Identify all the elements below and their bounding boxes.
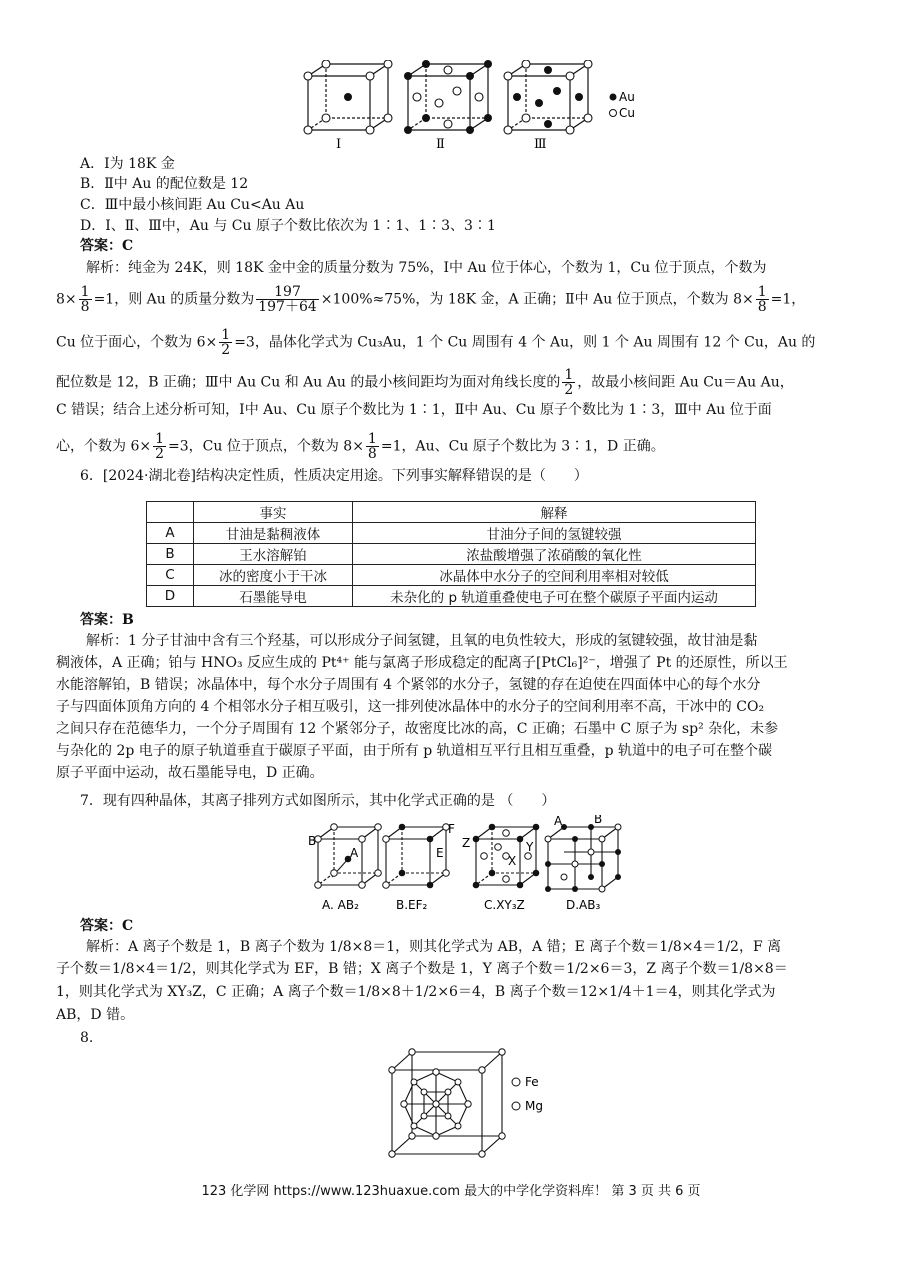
ionic-crystals-figure [300, 815, 640, 915]
q6-analysis-line: 与杂化的 2p 电子的原子轨道垂直于碳原子平面，由于所有 p 轨道相互平行且相互重叠，p 轨道中的电子可在整个碳 [56, 743, 773, 759]
table-row [147, 586, 756, 607]
fraction: $\frac{1}{8}$ [757, 284, 767, 315]
legend-cu: Cu [619, 106, 635, 120]
legend-fe: Fe [525, 1075, 539, 1089]
fe-mg-unit-cell-figure [388, 1048, 558, 1158]
svg-text:B: B [594, 815, 603, 826]
q5-analysis-line3: Cu 位于面心，个数为 6× $\frac{1}{2}$ =3，晶体化学式为 Cu₃Au，1 个 Cu 周围有 4 个 Au，则 1 个 Au 周围有 12 个 Cu，Au 的 [56, 327, 816, 358]
question-7-stem: 7．现有四种晶体，其离子排列方式如图所示，其中化学式正确的是 （ ） [80, 793, 556, 809]
table-header [147, 502, 194, 523]
svg-text:E: E [436, 846, 444, 860]
facts-table [146, 501, 756, 607]
answer-q5: 答案：C [80, 238, 134, 254]
cell-label-1: Ⅰ [336, 137, 342, 152]
table-cell: 冰晶体中水分子的空间利用率相对较低 [353, 565, 756, 586]
q6-analysis-line: 子与四面体顶角方向的 4 个相邻水分子相互吸引，这一排列使冰晶体中的水分子的空间利用率不高，干冰中的 CO₂ [56, 699, 765, 715]
q5-analysis-line6: 心，个数为 6× $\frac{1}{2}$ =3，Cu 位于顶点，个数为 8× $\frac{1}{8}$ =1，Au、Cu 原子个数比为 3∶1，D 正确。 [56, 431, 665, 462]
svg-text:Z: Z [462, 836, 471, 850]
q6-analysis-line: 稠液体，A 正确；铂与 HNO₃ 反应生成的 Pt⁴⁺ 能与氯离子形成稳定的配离子[PtCl₆]²⁻，增强了 Pt 的还原性，所以王 [56, 655, 788, 671]
page-footer: 123 化学网 https://www.123huaxue.com 最大的中学化学资料库！ 第 3 页 共 6 页 [201, 1184, 701, 1199]
q6-analysis-line: 解析：1 分子甘油中含有三个羟基，可以形成分子间氢键，且氧的电负性较大，形成的氢键较强，故甘油是黏 [86, 633, 758, 649]
caption-c: C.XY₃Z [484, 898, 525, 912]
table-row [147, 544, 756, 565]
caption-a: A. AB₂ [322, 898, 359, 912]
q7-analysis-line: 解析：A 离子个数是 1，B 离子个数为 1/8×8＝1，则其化学式为 AB，A 错；E 离子个数＝1/8×4＝1/2，F 离 [86, 939, 782, 955]
table-row [147, 565, 756, 586]
fraction: $\frac{1}{8}$ [367, 431, 377, 462]
svg-text:X: X [508, 854, 517, 868]
question-8-number: 8. [80, 1030, 94, 1046]
table-cell: 浓盐酸增强了浓硝酸的氧化性 [353, 544, 756, 565]
q6-analysis-line: 之间只存在范德华力，一个分子周围有 12 个紧邻分子，故密度比冰的高，C 正确；石墨中 C 原子为 sp² 杂化，未参 [56, 721, 779, 737]
svg-text:Y: Y [526, 840, 534, 854]
caption-b: B.EF₂ [396, 898, 428, 912]
q6-analysis-line: 水能溶解铂，B 错误；冰晶体中，每个水分子周围有 4 个紧邻的水分子，氢键的存在迫使在四面体中心的每个水分 [56, 677, 761, 693]
q5-analysis-line1: 解析：纯金为 24K，则 18K 金中金的质量分数为 75%，Ⅰ中 Au 位于体心，个数为 1，Cu 位于顶点，个数为 [86, 260, 767, 276]
fraction: $\frac{1}{2}$ [564, 367, 574, 398]
option-c: C．Ⅲ中最小核间距 Au Cu<Au Au [80, 197, 305, 213]
option-b: B．Ⅱ中 Au 的配位数是 12 [80, 176, 249, 192]
q7-analysis-line: 子个数＝1/8×4＝1/2，则其化学式为 EF，B 错；X 离子个数是 1，Y 离子个数＝1/2×6＝3，Z 离子个数＝1/8×8＝ [56, 961, 788, 977]
svg-text:A: A [554, 815, 563, 828]
q7-analysis-line: AB，D 错。 [56, 1007, 135, 1023]
table-header: 事实 [194, 502, 353, 523]
table-cell: 冰的密度小于干冰 [194, 565, 353, 586]
svg-text:A: A [350, 846, 359, 860]
option-a: A．Ⅰ为 18K 金 [80, 156, 175, 172]
table-cell: A [147, 523, 194, 544]
legend-mg: Mg [525, 1099, 543, 1113]
table-cell: 未杂化的 p 轨道重叠使电子可在整个碳原子平面内运动 [353, 586, 756, 607]
alloy-unit-cells-figure [300, 60, 650, 152]
answer-q7: 答案：C [80, 918, 134, 934]
q5-analysis-line5: C 错误；结合上述分析可知，Ⅰ中 Au、Cu 原子个数比为 1∶1，Ⅱ中 Au、Cu 原子个数比为 1∶3，Ⅲ中 Au 位于面 [56, 402, 772, 418]
svg-text:F: F [448, 822, 455, 836]
option-d: D．Ⅰ、Ⅱ、Ⅲ中，Au 与 Cu 原子个数比依次为 1∶1、1∶3、3∶1 [80, 218, 496, 234]
table-cell: C [147, 565, 194, 586]
question-6-stem: 6．[2024·湖北卷]结构决定性质，性质决定用途。下列事实解释错误的是（ ） [80, 468, 588, 484]
fraction: $\frac{1}{2}$ [221, 327, 231, 358]
svg-text:B: B [308, 834, 317, 848]
q5-analysis-line2: 8× $\frac{1}{8}$ =1，则 Au 的质量分数为 $\frac{197}{197+64}$ ×100%≈75%，为 18K 金，A 正确；Ⅱ中 Au 位于顶点，个数为 8× $\frac{1}{8}$ =1， [56, 284, 806, 315]
fraction: $\frac{1}{2}$ [155, 431, 165, 462]
table-cell: D [147, 586, 194, 607]
table-cell: 甘油是黏稠液体 [194, 523, 353, 544]
q7-analysis-line: 1，则其化学式为 XY₃Z，C 正确；A 离子个数＝1/8×8＋1/2×6＝4，B 离子个数＝12×1/4＋1＝4，则其化学式为 [56, 984, 776, 1000]
q5-analysis-line4: 配位数是 12，B 正确；Ⅲ中 Au Cu 和 Au Au 的最小核间距均为面对角线长度的 $\frac{1}{2}$ ，故最小核间距 Au Cu＝Au Au， [56, 367, 794, 398]
table-header-row [147, 502, 756, 523]
table-row [147, 523, 756, 544]
q6-analysis-line: 原子平面中运动，故石墨能导电，D 正确。 [56, 765, 324, 781]
legend-au: Au [619, 90, 635, 104]
cell-label-3: Ⅲ [534, 137, 547, 152]
answer-q6: 答案：B [80, 612, 134, 628]
table-cell: 甘油分子间的氢键较强 [353, 523, 756, 544]
fraction: $\frac{1}{8}$ [80, 284, 90, 315]
table-cell: 王水溶解铂 [194, 544, 353, 565]
table-cell: B [147, 544, 194, 565]
table-cell: 石墨能导电 [194, 586, 353, 607]
table-header: 解释 [353, 502, 756, 523]
fraction: $\frac{197}{197+64}$ [258, 284, 317, 315]
caption-d: D.AB₃ [566, 898, 601, 912]
cell-label-2: Ⅱ [436, 137, 445, 152]
